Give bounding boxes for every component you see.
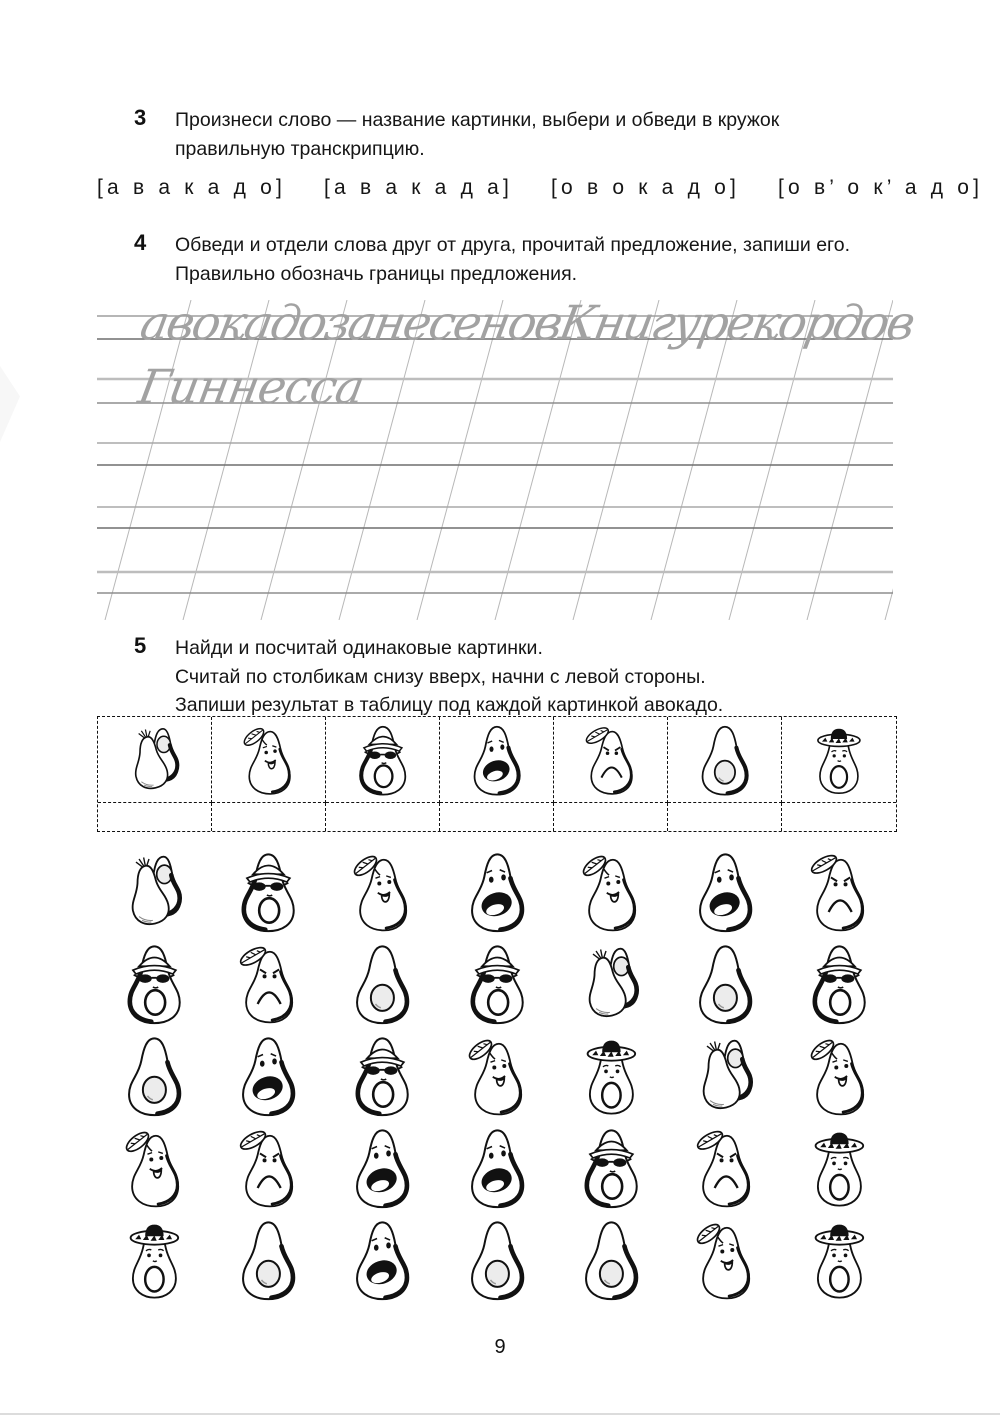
avocado-pair-icon bbox=[687, 1033, 764, 1119]
transcription-option[interactable]: [а в а к а д а] bbox=[324, 176, 513, 199]
avocado-sunglasses-cap-icon bbox=[116, 941, 193, 1027]
grid-cell bbox=[97, 846, 211, 938]
exercise-4-instruction-line2: Правильно обозначь границы предложения. bbox=[175, 262, 578, 285]
exercise-4-instruction-line1: Обведи и отдели слова друг от друга, прочитай предложение, запиши его. bbox=[175, 234, 850, 256]
avocado-half-pit-icon bbox=[687, 941, 764, 1027]
avocado-half-pit-icon bbox=[573, 1217, 650, 1303]
grid-cell bbox=[97, 1122, 211, 1214]
avocado-sombrero-icon bbox=[116, 1217, 193, 1303]
avocado-leaf-tongue-icon bbox=[687, 1217, 764, 1303]
grid-cell bbox=[668, 938, 782, 1030]
grid-cell bbox=[668, 1030, 782, 1122]
avocado-sunglasses-cap-icon bbox=[459, 941, 536, 1027]
avocado-half-pit-icon bbox=[459, 1217, 536, 1303]
grid-cell bbox=[554, 846, 668, 938]
key-answer-row bbox=[98, 803, 896, 831]
grid-cell bbox=[668, 846, 782, 938]
exercise-5-instruction-line3: Запиши результат в таблицу под каждой картинкой авокадо. bbox=[175, 694, 724, 716]
avocado-angry-leaf-icon bbox=[230, 1125, 307, 1211]
key-image-cell bbox=[212, 717, 326, 803]
avocado-leaf-tongue-icon bbox=[344, 849, 421, 935]
avocado-half-pit-icon bbox=[691, 722, 759, 798]
handwriting-text-line2: Гиннесса bbox=[134, 360, 368, 415]
key-image-cell bbox=[782, 717, 896, 803]
key-image-cell bbox=[554, 717, 668, 803]
avocado-angry-leaf-icon bbox=[687, 1125, 764, 1211]
grid-cell bbox=[440, 1030, 554, 1122]
grid-cell bbox=[440, 846, 554, 938]
exercise-5-instruction bbox=[175, 634, 915, 720]
grid-cell bbox=[554, 1030, 668, 1122]
avocado-laughing-icon bbox=[344, 1217, 421, 1303]
avocado-laughing-icon bbox=[459, 849, 536, 935]
avocado-sombrero-icon bbox=[805, 722, 873, 798]
count-answer-box[interactable] bbox=[668, 803, 782, 831]
avocado-leaf-tongue-icon bbox=[235, 722, 303, 798]
avocado-sunglasses-cap-icon bbox=[573, 1125, 650, 1211]
avocado-leaf-tongue-icon bbox=[573, 849, 650, 935]
page-number: 9 bbox=[494, 1336, 506, 1358]
exercise-5-number: 5 bbox=[134, 633, 147, 658]
grid-cell bbox=[783, 1030, 897, 1122]
avocado-pair-icon bbox=[116, 849, 193, 935]
avocado-sombrero-icon bbox=[573, 1033, 650, 1119]
avocado-pair-icon bbox=[121, 722, 189, 798]
grid-cell bbox=[783, 1122, 897, 1214]
avocado-sombrero-icon bbox=[801, 1217, 878, 1303]
avocado-leaf-tongue-icon bbox=[459, 1033, 536, 1119]
grid-cell bbox=[211, 1030, 325, 1122]
key-image-cell bbox=[326, 717, 440, 803]
grid-cell bbox=[440, 938, 554, 1030]
exercise-4-instruction bbox=[175, 231, 915, 288]
avocado-leaf-tongue-icon bbox=[801, 1033, 878, 1119]
exercise-3-instruction-line1: Произнеси слово — название картинки, выбери и обведи в кружок bbox=[175, 109, 780, 131]
avocado-sunglasses-cap-icon bbox=[349, 722, 417, 798]
count-answer-box[interactable] bbox=[212, 803, 326, 831]
transcription-option[interactable]: [а в а к а д о] bbox=[97, 176, 286, 199]
avocado-sunglasses-cap-icon bbox=[801, 941, 878, 1027]
avocado-laughing-icon bbox=[459, 1125, 536, 1211]
key-image-cell bbox=[440, 717, 554, 803]
grid-cell bbox=[783, 846, 897, 938]
grid-cell bbox=[211, 846, 325, 938]
grid-cell bbox=[783, 1214, 897, 1306]
handwriting-text-line1: авокадозанесеновКнигурекордов bbox=[136, 296, 918, 351]
transcription-option[interactable]: [о в о к а д о] bbox=[551, 176, 740, 199]
grid-cell bbox=[326, 1030, 440, 1122]
exercise-5-instruction-line1: Найди и посчитай одинаковые картинки. bbox=[175, 637, 543, 659]
avocado-sombrero-icon bbox=[801, 1125, 878, 1211]
count-answer-box[interactable] bbox=[98, 803, 212, 831]
avocado-half-pit-icon bbox=[116, 1033, 193, 1119]
avocado-angry-leaf-icon bbox=[230, 941, 307, 1027]
grid-cell bbox=[440, 1214, 554, 1306]
grid-cell bbox=[554, 938, 668, 1030]
transcription-options bbox=[97, 176, 983, 200]
avocado-grid bbox=[97, 846, 897, 1306]
grid-cell bbox=[211, 938, 325, 1030]
count-answer-box[interactable] bbox=[782, 803, 896, 831]
grid-cell bbox=[440, 1122, 554, 1214]
key-image-row bbox=[98, 717, 896, 803]
exercise-3-number: 3 bbox=[134, 105, 147, 130]
exercise-5-instruction-line2: Считай по столбикам снизу вверх, начни с левой стороны. bbox=[175, 665, 706, 688]
page-curl-artifact bbox=[0, 366, 20, 442]
avocado-laughing-icon bbox=[687, 849, 764, 935]
grid-cell bbox=[668, 1122, 782, 1214]
grid-cell bbox=[554, 1214, 668, 1306]
exercise-3-instruction-line2: правильную транскрипцию. bbox=[175, 137, 425, 160]
grid-cell bbox=[326, 1214, 440, 1306]
key-image-cell bbox=[668, 717, 782, 803]
avocado-half-pit-icon bbox=[344, 941, 421, 1027]
answer-key-table bbox=[97, 716, 897, 832]
grid-cell bbox=[211, 1122, 325, 1214]
avocado-half-pit-icon bbox=[230, 1217, 307, 1303]
grid-cell bbox=[211, 1214, 325, 1306]
grid-cell bbox=[783, 938, 897, 1030]
avocado-sunglasses-cap-icon bbox=[230, 849, 307, 935]
exercise-3-instruction bbox=[175, 106, 915, 163]
avocado-laughing-icon bbox=[344, 1125, 421, 1211]
avocado-laughing-icon bbox=[230, 1033, 307, 1119]
count-answer-box[interactable] bbox=[326, 803, 440, 831]
transcription-option[interactable]: [о в’ о к’ а д о] bbox=[778, 176, 984, 199]
exercise-4-number: 4 bbox=[134, 230, 147, 255]
grid-cell bbox=[326, 938, 440, 1030]
key-image-cell bbox=[98, 717, 212, 803]
count-answer-box[interactable] bbox=[554, 803, 668, 831]
avocado-laughing-icon bbox=[463, 722, 531, 798]
avocado-angry-leaf-icon bbox=[801, 849, 878, 935]
avocado-sunglasses-cap-icon bbox=[344, 1033, 421, 1119]
grid-cell bbox=[668, 1214, 782, 1306]
handwriting-area[interactable] bbox=[97, 296, 918, 620]
avocado-angry-leaf-icon bbox=[577, 722, 645, 798]
count-answer-box[interactable] bbox=[440, 803, 554, 831]
avocado-leaf-tongue-icon bbox=[116, 1125, 193, 1211]
grid-cell bbox=[97, 938, 211, 1030]
grid-cell bbox=[97, 1030, 211, 1122]
grid-cell bbox=[97, 1214, 211, 1306]
grid-cell bbox=[554, 1122, 668, 1214]
grid-cell bbox=[326, 846, 440, 938]
grid-cell bbox=[326, 1122, 440, 1214]
avocado-pair-icon bbox=[573, 941, 650, 1027]
